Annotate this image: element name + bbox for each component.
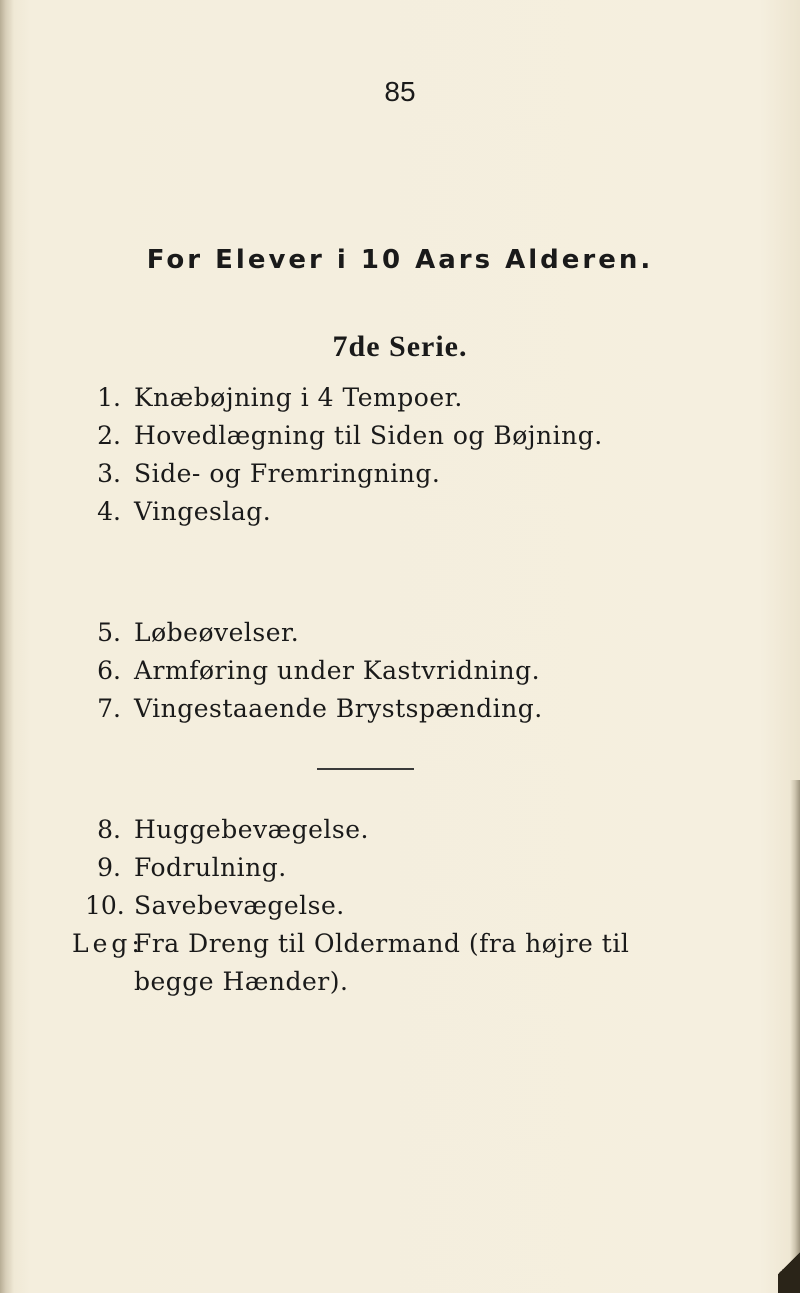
list-item bbox=[85, 691, 543, 727]
page-edge bbox=[790, 780, 800, 1293]
series-title: 7de Serie. bbox=[332, 330, 468, 363]
item-text: Knæbøjning i 4 Tempoer. bbox=[134, 383, 463, 412]
list-item bbox=[85, 456, 440, 492]
item-text: Savebevægelse. bbox=[134, 891, 345, 920]
list-item bbox=[85, 494, 271, 530]
page-heading: For Elever i 10 Aars Alderen. bbox=[146, 245, 654, 275]
list-item bbox=[85, 615, 299, 651]
item-text: Vingeslag. bbox=[134, 497, 272, 526]
list-item bbox=[85, 850, 287, 886]
item-text: Armføring under Kastvridning. bbox=[134, 656, 541, 685]
leg-line bbox=[72, 926, 629, 962]
item-number: 5. bbox=[97, 618, 121, 647]
item-number: 8. bbox=[97, 815, 121, 844]
item-number: 10. bbox=[85, 891, 125, 920]
list-item bbox=[85, 653, 540, 689]
leg-text-continued: begge Hænder). bbox=[134, 967, 349, 996]
item-text: Side- og Fremringning. bbox=[134, 459, 441, 488]
binding-shadow bbox=[0, 0, 14, 1293]
item-number: 4. bbox=[97, 497, 121, 526]
item-number: 9. bbox=[97, 853, 121, 882]
corner-mark bbox=[778, 1233, 800, 1293]
item-text: Huggebevægelse. bbox=[134, 815, 369, 844]
leg-label: Leg: bbox=[72, 929, 144, 958]
leg-line-continued bbox=[134, 964, 348, 1000]
item-number: 2. bbox=[97, 421, 121, 450]
item-number: 6. bbox=[97, 656, 121, 685]
list-item bbox=[85, 380, 463, 416]
list-item bbox=[85, 418, 603, 454]
item-number: 3. bbox=[97, 459, 121, 488]
item-text: Fodrulning. bbox=[134, 853, 287, 882]
item-number: 7. bbox=[97, 694, 121, 723]
item-text: Hovedlægning til Siden og Bøjning. bbox=[134, 421, 603, 450]
page-number: 85 bbox=[384, 76, 416, 107]
divider-rule bbox=[317, 768, 414, 770]
item-text: Vingestaaende Brystspænding. bbox=[134, 694, 543, 723]
leg-text: Fra Dreng til Oldermand (fra højre til bbox=[134, 929, 630, 958]
item-number: 1. bbox=[97, 383, 121, 412]
list-item bbox=[85, 888, 345, 924]
item-text: Løbeøvelser. bbox=[134, 618, 300, 647]
list-item bbox=[85, 812, 369, 848]
